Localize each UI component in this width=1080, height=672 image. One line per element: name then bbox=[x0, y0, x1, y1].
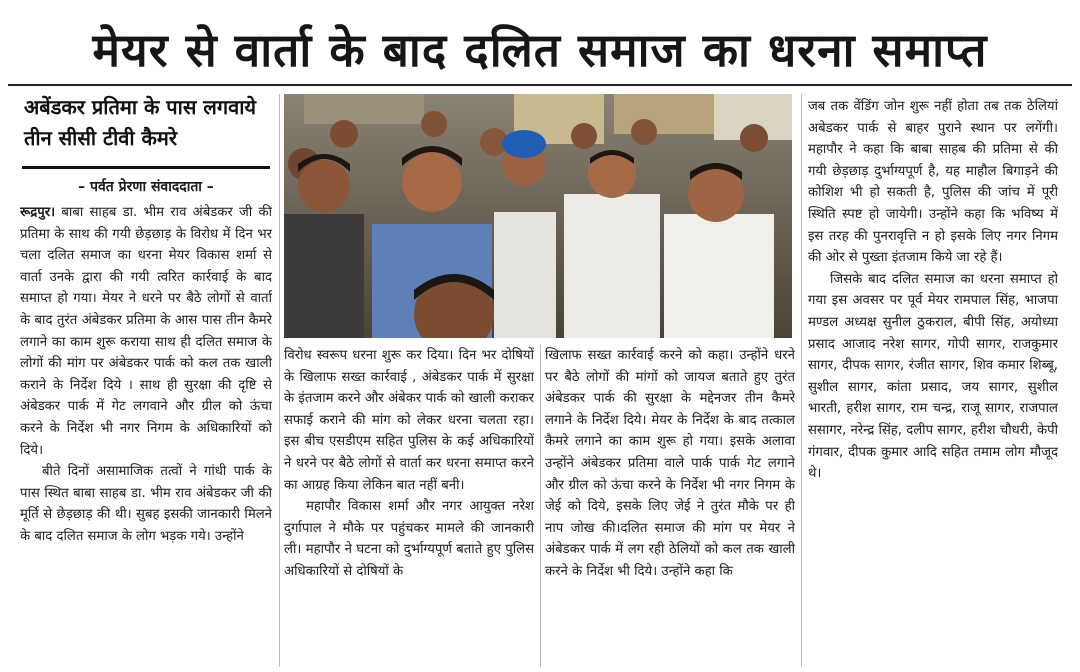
article-column-2 bbox=[284, 345, 534, 672]
column-divider bbox=[801, 94, 802, 667]
headline: मेयर से वार्ता के बाद दलित समाज का धरना समाप्त bbox=[92, 23, 988, 77]
subheadline-rule bbox=[22, 166, 270, 169]
dateline: रूद्रपुर। bbox=[20, 205, 56, 220]
paragraph: जिसके बाद दलित समाज का धरना समाप्त हो गया इस अवसर पर पूर्व मेयर रामपाल सिंह, भाजपा मण्डल अध्यक्ष सुनील ठुकराल, बीपी सिंह, अयोध्या प्रसाद आजाद नरेश सागर, गोपी सागर, राजकुमार सागर, दीपक सागर, रंजीत सागर, शिव कमार शिब्बू, सुशील सागर, कांता प्रसाद, जय सागर, सुशील भारती, हरीश सागर, राम चन्द्र, राजू सागर, राजपाल ससागर, नरेन्द्र सिंह, दलीप सागर, हरीश चौधरी, केपी गंगवार, दीपक कुमार आदि सहित तमाम लोग मौजूद थे। bbox=[808, 271, 1058, 482]
paragraph: बीते दिनों असामाजिक तत्वों ने गांधी पार्क के पास स्थित बाबा साहब डा. भीम राव अंबेडकर जी की मूर्ति से छेड़छाड़ की थी। सुबह इसकी जानकारी मिलने के बाद दलित समाज के लोग भड़क गये। उन्होंने bbox=[20, 464, 272, 544]
paragraph: महापौर विकास शर्मा और नगर आयुक्त नरेश दुर्गापाल ने मौके पर पहुंचकर मामले की जानकारी ली। महापौर ने घटना को दुर्भाग्यपूर्ण बताते हुए पुलिस अधिकारियों से दोषियों के bbox=[284, 499, 534, 579]
paragraph: खिलाफ सख्त कार्रवाई करने को कहा। उन्होंने धरने पर बैठे लोगों की मांगों को जायज बताते हुए तुरंत अंबेडकर पार्क की सुरक्षा के मद्देनजर तीन कैमरे लगाने के निर्देश दिये। मेयर के निर्देश के बाद तत्काल कैमरे लगाने का काम शुरू हो गया। इसके अलावा उन्होंने अंबेडकर प्रतिमा वाले पार्क पार्क गेट लगाने और ग्रील को ऊंचा करने के निर्देश भी नगर निगम के जेई को दिये, इसके लिए जेई ने तुरंत मौके पर ही नाप जोख की।दलित समाज की मांग पर मेयर ने अंबेडकर पार्क में लग रही ठेलियों को कल तक खाली करने के निर्देश भी दिये। उन्होंने कहा कि bbox=[545, 348, 795, 579]
paragraph: जब तक वेंडिंग जोन शुरू नहीं होता तब तक ठेलियां अबेडकर पार्क से बाहर पुराने स्थान पर लगेंगी। महापौर ने कहा कि बाबा साहब की प्रतिमा से की गयी छेड़छाड़ दुर्भाग्यपूर्ण है, यह माहौल बिगाड़ने की कोशिश भी हो सकती है, पुलिस की जांच में पूरी स्थिति स्पष्ट हो जायेगी। उन्होंने कहा कि भविष्य में इस तरह की पुनरावृत्ति न हो इसके लिए नगर निगम की ओर से पुख्ता इंतजाम किये जा रहे हैं। bbox=[808, 99, 1058, 266]
paragraph: विरोध स्वरूप धरना शुरू कर दिया। दिन भर दोषियों के खिलाफ सख्त कार्रवाई , अंबेडकर पार्क में सुरक्षा के इंतजाम करने और अंबेकर पार्क को खाली कराकर सफाई कराने की मांग को लेकर धरना चलता रहा। इस बीच एसडीएम सहित पुलिस के कई अधिकारियों ने धरने पर बैठे लोगों से वार्ता कर धरना समाप्त करने का आग्रह किया लेकिन बात नहीं बनी। bbox=[284, 348, 534, 493]
article-column-4 bbox=[808, 96, 1058, 668]
column-divider bbox=[540, 345, 541, 667]
column-divider bbox=[279, 94, 280, 667]
subheadline-line-2: तीन सीसी टीवी कैमरे bbox=[24, 126, 178, 150]
news-photo-crowd-icon bbox=[284, 94, 792, 338]
article-column-1 bbox=[20, 202, 272, 672]
paragraph: बाबा साहब डा. भीम राव अंबेडकर जी की प्रतिमा के साथ की गयी छेड़छाड़ के विरोध में दिन भर चला दलित समाज का धरना मेयर विकास शर्मा से वार्ता उनके द्वारा की गयी त्वरित कार्रवाई के बाद समाप्त हो गया। मेयर ने धरने पर बैठे लोगों से वार्ता के बाद तुरंत अंबेडकर प्रतिमा के आस पास तीन कैमरे लगाने का काम शुरू कराया साथ ही दलित समाज के लोगों की मांग पर अंबेडकर पार्क को कल तक खाली कराने के निर्देश दिये । साथ ही सुरक्षा की दृष्टि से अंबेडकर पार्क में गेट लगवाने और ग्रील को ऊंचा करने के निर्देश भी नगर निगम के अधिकारियों को दिये। bbox=[20, 205, 272, 458]
top-rule bbox=[8, 84, 1072, 86]
article-column-3 bbox=[545, 345, 795, 672]
subheadline-line-1: अबेंडकर प्रतिमा के पास लगवाये bbox=[24, 95, 257, 119]
byline: – पर्वत प्रेरणा संवाददाता – bbox=[78, 179, 214, 195]
news-photo bbox=[284, 94, 792, 338]
subheadline bbox=[24, 92, 270, 154]
